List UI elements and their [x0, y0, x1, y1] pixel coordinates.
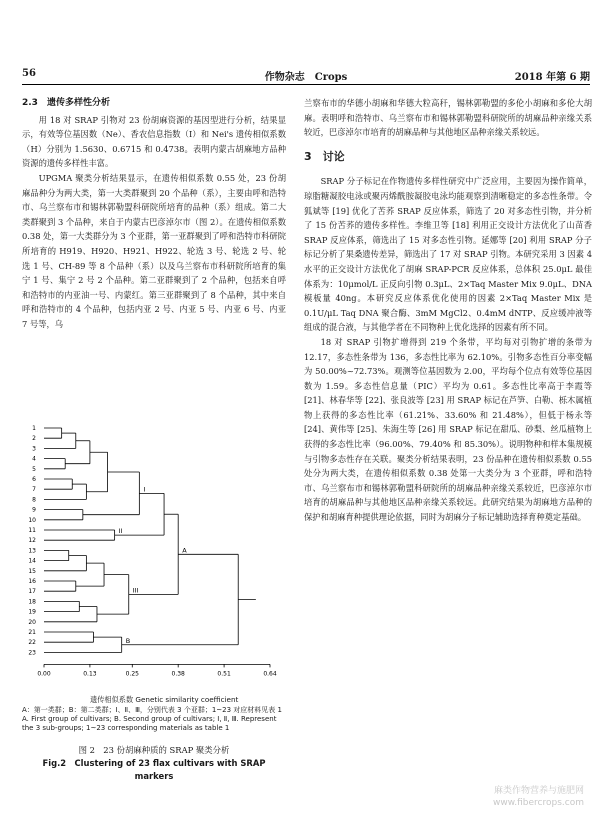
x-axis-label: 遗传相似系数 Genetic similarity coefficient: [90, 695, 239, 704]
leaf-label: 9: [32, 506, 36, 514]
leaf-label: 11: [28, 527, 36, 534]
paragraph: 兰察布市的华德小胡麻和华德大粒高秆，锡林郭勒盟的多伦小胡麻和多伦大胡麻。表明呼和浩特市、乌兰察布市和锡林郭勒盟科研院所的胡麻品种亲缘关系较近，巴彦淖尔市培育的胡麻品种与其他地区品种亲缘关系较远。: [304, 98, 592, 138]
watermark-line2: www.fibercrops.com: [493, 798, 584, 808]
right-column: [304, 96, 592, 525]
paragraph: UPGMA 聚类分析结果显示，在遗传相似系数 0.55 处，23 份胡麻品种分为两大类，第一大类群聚到 20 个品种（系），主要由呼和浩特市、乌兰察布市和锡林郭勒盟科研院所培育的品种（系）组成。第二大类群聚到 3 个品种，来自于内蒙古巴彦淖尔市（图 2）。在遗传相似系数 0.38 处，第一大类群分为 3 个亚群，第一亚群聚到了呼和浩特市科研院所培育的 H919、H920、H921、H922、轮选 3 号、轮选 2 号、轮选 1 号、CH-89 等 8 个品种（系）以及乌兰察布市科研院所培育的集宁 1 号、集宁 2 号 2 个品种。第二亚群聚到了 2 个品种，包括来自呼和浩特市的内亚油一号、内蒙红。第三亚群聚到了 8 个品种，其中来自呼和浩特市的 4 个品种，包括内亚 2 号、内亚 5 号、内亚 6 号、内亚 7 号等，乌: [22, 172, 286, 329]
figure-caption: [22, 744, 286, 783]
dendrogram-svg: [22, 420, 286, 695]
leaf-label: 15: [28, 567, 36, 575]
page-number: 56: [22, 68, 36, 79]
leaf-label: 13: [28, 547, 36, 555]
left-column: [22, 96, 286, 332]
dendrogram-figure: [22, 420, 286, 678]
leaf-label: 5: [32, 465, 36, 473]
cluster-label: I: [143, 485, 146, 494]
paragraph: 用 18 对 SRAP 引物对 23 份胡麻资源的基因型进行分析，结果显示，有效等位基因数（Ne）、香农信息指数（I）和 Nei's 遗传相似系数（H）分别为 1.5630、0.6715 和 0.4738。表明内蒙古胡麻地方品种资源的遗传多样性丰富。: [22, 114, 286, 169]
leaf-label: 6: [32, 476, 36, 483]
leaf-label: 18: [28, 598, 36, 606]
leaf-label: 12: [28, 537, 36, 545]
leaf-label: 19: [28, 608, 36, 616]
running-header: [22, 68, 590, 82]
leaf-label: 16: [28, 578, 36, 585]
section-heading-3: 3 讨论: [304, 149, 345, 163]
watermark: [493, 785, 584, 809]
leaf-label: 17: [28, 588, 36, 596]
paragraph: SRAP 分子标记在作物遗传多样性研究中广泛应用，主要因为操作简单，琼脂糖凝胶电泳或聚丙烯酰胺凝胶电泳均能观察到清晰稳定的多态性条带。令狐斌等 [19] 优化了苦荞 SRAP 反应体系，筛选了 20 对多态性引物，并分析了 15 份苦荞的遗传多样性。李维卫等 [18] 利用正交设计方法优化了山苗香 SRAP 反应体系，筛选出了 15 对多态性引物。延娜等 [20] 利用 SRAP 分子标记分析了果桑遗传差异，筛选出了 17 对 SRAP 引物。本研究采用 3 因素 4 水平的正交设计方法优化了胡麻 SRAP-PCR 反应体系，总体积 25.0μL 最佳体系为：10μmol/L 正反向引物 0.3μL、2×Taq Master Mix 9.0μL、DNA 模板量 40ng。本研究反应体系优化使用的因素 2×Taq Master Mix 是 0.1U/μL Taq DNA 聚合酶、3mM MgCl2、0.4mM dNTP、反应缓冲液等组成的混合液，与其他学者在不同物种上优化选择的因素有所不同。: [304, 176, 592, 333]
cluster-label: II: [118, 527, 123, 536]
x-tick-label: 0.64: [263, 670, 277, 678]
caption-cn: 图 2 23 份胡麻种质的 SRAP 聚类分析: [78, 745, 230, 755]
x-tick-label: 0.38: [171, 670, 185, 678]
cluster-label: A: [182, 546, 187, 555]
x-tick-label: 0.00: [37, 670, 51, 678]
leaf-label: 7: [32, 486, 36, 494]
cluster-label: III: [132, 586, 139, 595]
issue-label: 2018 年第 6 期: [514, 72, 590, 83]
figure-note: A：第一类群；B：第二类群；Ⅰ、Ⅱ、Ⅲ，分别代表 3 个亚群；1~23 对应材料见表 1 A. First group of cultivars; B. Second group of cultivars; Ⅰ, Ⅱ, Ⅲ. Represent the 3 sub-groups; 1~23 corresponding materials as table 1: [22, 706, 282, 732]
leaf-label: 20: [28, 618, 36, 626]
leaf-label: 4: [32, 455, 36, 463]
leaf-label: 10: [28, 516, 36, 524]
x-tick-label: 0.51: [217, 670, 231, 678]
caption-en: Fig.2 Clustering of 23 flax cultivars with SRAP markers: [42, 758, 266, 781]
cluster-label: B: [125, 636, 131, 645]
section-heading-2-3: 2.3 遗传多样性分析: [22, 98, 110, 108]
leaf-label: 21: [28, 629, 36, 636]
header-rule: [22, 84, 590, 85]
leaf-label: 3: [32, 445, 36, 453]
journal-name: 作物杂志 Crops: [264, 72, 348, 83]
leaf-label: 8: [32, 496, 36, 504]
leaf-label: 1: [32, 425, 36, 432]
leaf-label: 23: [28, 649, 36, 657]
leaf-label: 22: [28, 639, 36, 647]
x-tick-label: 0.13: [83, 670, 97, 678]
leaf-label: 14: [28, 557, 36, 565]
watermark-line1: 麻类作物营养与施肥网: [493, 786, 584, 796]
leaf-label: 2: [32, 435, 36, 443]
paragraph: 18 对 SRAP 引物扩增得到 219 个条带，平均每对引物扩增的条带为 12.17，多态性条带为 136，多态性比率为 62.10%。引物多态性百分率变幅为 50.00%~72.73%。观测等位基因数为 2.00，平均每个位点有效等位基因数为 1.59。多态性信息量（PIC）平均为 0.61。多态性比率高于李霞等 [21]、林春华等 [22]、张良波等 [23] 用 SRAP 标记在芦笋、白勒、栎木属植物上获得的多态性比率（61.21%、33.60% 和 21.48%），但低于杨永等 [24]、黄伟等 [25]、朱海生等 [26] 用 SRAP 标记在甜瓜、砂梨、丝瓜植物上获得的多态性比率（96.00%、79.40% 和 85.30%）。说明物种和样本集规模与引物多态性存在关联。聚类分析结果表明，23 份品种在遗传相似系数 0.55 处分为两大类，在遗传相似系数 0.38 处第一大类分为 3 个亚群，呼和浩特市、乌兰察布市和锡林郭勒盟科研院所的胡麻品种亲缘关系较近，巴彦淖尔市培育的胡麻品种与其他地区品种亲缘关系较远。此研究结果为胡麻地方品种的保护和胡麻育种提供理论依据，同时为胡麻分子标记辅助选择育种奠定基础。: [304, 336, 592, 523]
x-tick-label: 0.25: [125, 670, 139, 678]
